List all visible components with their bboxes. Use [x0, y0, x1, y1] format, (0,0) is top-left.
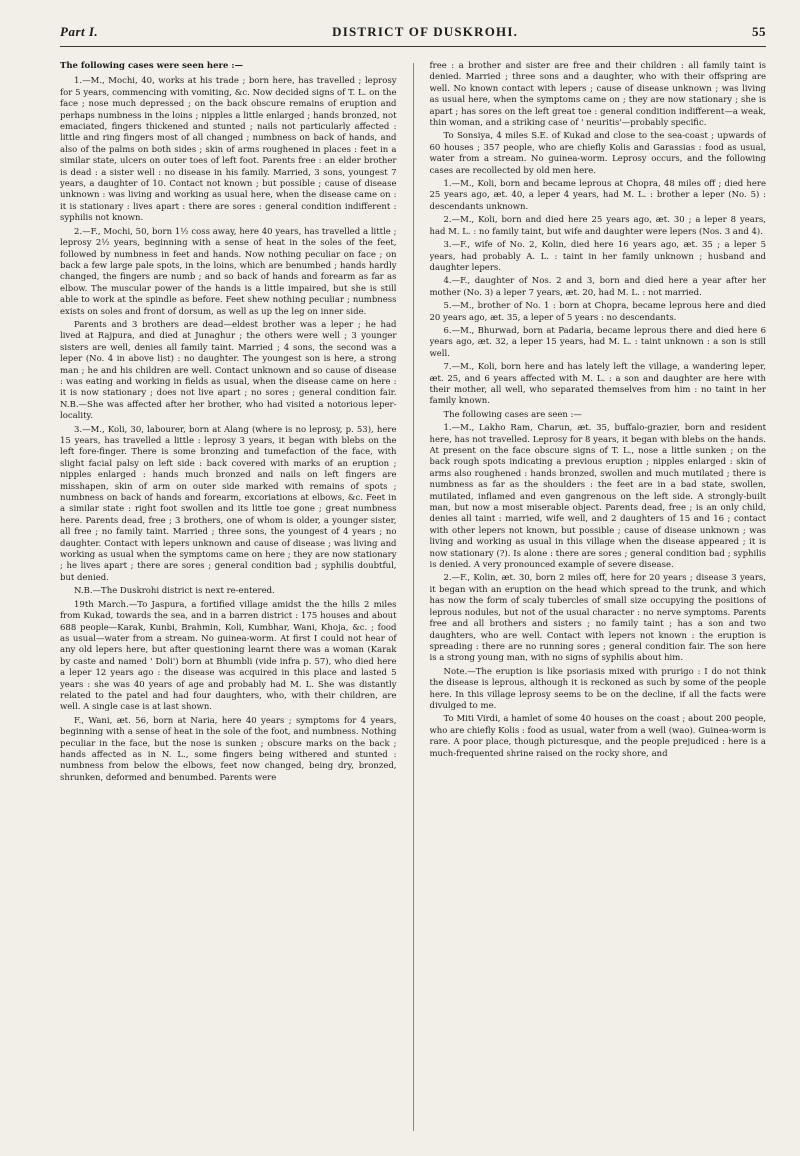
left-column	[60, 61, 397, 1131]
running-header	[60, 24, 766, 47]
paragraph: 6.—M., Bhurwad, born at Padaria, became leprous there and died here 6 years ago, æt. 32, a leper 15 years, had M. L. : taint unknown : a son is still well.	[429, 325, 766, 359]
paragraph: To Sonsiya, 4 miles S.E. of Kukad and close to the sea-coast ; upwards of 60 houses ; 357 people, who are chiefly Kolis and Garassias : food as usual, water from a stream. No guinea-worm. Leprosy occurs, and the following cases are recollected by old men here.	[429, 131, 766, 176]
right-column	[430, 61, 767, 1131]
page-number: 55	[751, 24, 766, 39]
column-divider	[413, 63, 414, 1131]
text-columns	[60, 61, 766, 1131]
paragraph: The following cases are seen :—	[443, 409, 582, 420]
paragraph: N.B.—The Duskrohi district is next re-entered.	[74, 586, 275, 597]
paragraph: 4.—F., daughter of Nos. 2 and 3, born and died here a year after her mother (No. 3) a leper 7 years, æt. 20, had M. L. : not married.	[429, 276, 766, 298]
paragraph: 5.—M., brother of No. 1 : born at Chopra, became leprous here and died 20 years ago, æt. 35, a leper of 5 years : no descendants.	[429, 301, 766, 323]
paragraph: Parents and 3 brothers are dead—eldest brother was a leper ; he had lived at Rajpura, and died at Junaghur ; the others were well ; 3 younger sisters are well, denies all family taint. Married ; 4 sons, the second was a leper (No. 4 in above list) : no daughter. The youngest son is here, a strong man ; he and his children are well. Contact unknown and so cause of disease : was eating and working in fields as usual, when the disease came on here : it is now stationary ; does not live apart ; no sores ; general condition fair. N.B.—She was affected after her brother, who had visited a notorious leper-locality.	[60, 319, 397, 422]
paragraph: 2.—M., Koli, born and died here 25 years ago, æt. 30 ; a leper 8 years, had M. L. : no family taint, but wife and daughter were lepers (Nos. 3 and 4).	[429, 215, 766, 237]
paragraph: The following cases were seen here :—	[60, 61, 243, 71]
page-title: DISTRICT OF DUSKROHI.	[332, 24, 519, 39]
part-label: Part I.	[60, 24, 99, 39]
paragraph: 7.—M., Koli, born here and has lately left the village, a wandering leper, æt. 25, and 6 years affected with M. L. : a son and daughter are here with their mother, all well, who separated themselves from him : no taint in her family known.	[429, 362, 766, 407]
paragraph: Note.—The eruption is like psoriasis mixed with prurigo : I do not think the disease is leprous, although it is reckoned as such by some of the people here. In this village leprosy seems to be on the decline, if all the facts were divulged to me.	[429, 666, 766, 711]
paragraph: F., Wani, æt. 56, born at Naria, here 40 years ; symptoms for 4 years, beginning with a sense of heat in the sole of the foot, and numbness. Nothing peculiar in the face, but the nose is sunken ; obscure marks on the back ; hands affected as in N. L., some fingers being withered and stunted : numbness from below the elbows, feet now changed, being dry, bronzed, shrunken, deformed and benumbed. Parents were	[60, 715, 397, 783]
paragraph: 3.—M., Koli, 30, labourer, born at Alang (where is no leprosy, p. 53), here 15 years, has travelled a little : leprosy 3 years, it began with blebs on the left fore-finger. There is some bronzing and tumefaction of the face, with slight facial palsy on left side : back covered with marks of an eruption ; nipples enlarged : hands much bronzed and nails on left fingers are misshapen, skin of arm on outer side marked with remains of spots ; numbness on back of hands and forearm, excoriations at elbows, &c. Feet in a similar state : right foot swollen and its little toe gone ; great numbness here. Parents dead, free ; 3 brothers, one of whom is older, a younger sister, all free ; no family taint. Married ; three sons, the youngest of 4 years ; no daughter. Contact with lepers unknown and cause of disease ; was living and working as usual when the symptoms came on here ; they are now stationary ; he lives apart ; there are sores ; general condition bad ; syphilis doubtful, but denied.	[60, 424, 397, 583]
paragraph: To Miti Virdi, a hamlet of some 40 houses on the coast ; about 200 people, who are chiefly Kolis : food as usual, water from a well (wao). Guinea-worm is rare. A poor place, though picturesque, and the people prejudiced : here is a much-frequented shrine raised on the rocky shore, and	[429, 714, 766, 759]
paragraph: free : a brother and sister are free and their children : all family taint is denied. Married ; three sons and a daughter, who with their offspring are well. No known contact with lepers ; cause of disease unknown ; was living as usual here, when the symptoms came on ; they are now stationary ; she is apart ; has sores on the left great toe : general condition indifferent—a weak, thin woman, and a striking case of ' neuritis'—probably specific.	[429, 61, 766, 129]
paragraph: 2.—F., Kolin, æt. 30, born 2 miles off, here for 20 years ; disease 3 years, it began with an eruption on the head which spread to the trunk, and which has now the form of scaly tubercles of small size occupying the positions of leprous nodules, but not of the usual character : no nerve symptoms. Parents free and all brothers and sisters ; no family taint ; has a son and two daughters, who are well. Contact with lepers not known : the eruption is spreading : there are no running sores ; general condition fair. The son here is a strong young man, with no signs of syphilis about him.	[429, 573, 766, 664]
paragraph: 1.—M., Mochi, 40, works at his trade ; born here, has travelled ; leprosy for 5 years, commencing with vomiting, &c. Now decided signs of T. L. on the face ; nose much depressed ; on the back obscure remains of eruption and perhaps numbness in the loins ; nipples a little enlarged ; hands bronzed, not emaciated, fingers thickened and stunted ; nails not particularly affected : little and ring fingers most of all changed ; numbness on back of hands, and also of the palms on both sides ; skin of arms roughened in places : feet in a similar state, ulcers on outer toes of left foot. Parents free : an elder brother is dead : a sister well : no disease in his family. Married, 3 sons, youngest 7 years, a daughter of 10. Contact not known ; but possible ; cause of disease unknown : was living and working as usual here, when the disease came on : it is stationary : lives apart : there are sores : general condition indifferent : syphilis not known.	[60, 76, 397, 224]
paragraph: 19th March.—To Jaspura, a fortified village amidst the the hills 2 miles from Kukad, towards the sea, and in a barren district : 175 houses and about 688 people—Karak, Kunbi, Brahmin, Koli, Kumbhar, Wani, Khoja, &c. ; food as usual—water from a stream. No guinea-worm. At first I could not hear of any old lepers here, but after questioning learnt there was a woman (Karak by caste and named ' Doli') born at Bhumbli (vide infra p. 57), who died here a leper 12 years ago : the disease was acquired in this place and lasted 5 years : she was 40 years of age and probably had M. L. She was distantly related to the patel and had four daughters, who, with their children, are well. A single case is at last shown.	[60, 599, 397, 713]
paragraph: 1.—M., Lakho Ram, Charun, æt. 35, buffalo-grazier, born and resident here, has not travelled. Leprosy for 8 years, it began with blebs on the hands. At present on the face obscure signs of T. L., nose a little sunken ; on the back rough spots indicating a previous eruption ; nipples enlarged : skin of arms also roughened : hands bronzed, swollen and much mutilated ; there is numbness as far as the shoulders : the feet are in a bad state, swollen, mutilated, inflamed and even gangrenous on the left side. A strongly-built man, but now a most miserable object. Parents dead, free ; is an only child, denies all taint : married, wife well, and 2 daughters of 15 and 16 ; contact with other lepers not known, but possible ; cause of disease unknown ; was living and working as usual in this village when the disease appeared ; it is now stationary (?). Is alone : there are sores ; general condition bad ; syphilis is denied. A very pronounced example of severe disease.	[429, 423, 766, 571]
paragraph: 1.—M., Koli, born and became leprous at Chopra, 48 miles off ; died here 25 years ago, æt. 40, a leper 4 years, had M. L. : brother a leper (No. 5) : descendants unknown.	[429, 179, 766, 212]
paragraph: 2.—F., Mochi, 50, born 1½ coss away, here 40 years, has travelled a little ; leprosy 2½ years, beginning with a sense of heat in the soles of the feet, followed by numbness in feet and hands. Now nothing peculiar on face ; on back a few large pale spots, in the loins, which are benumbed ; hands hardly changed, the fingers are numb ; and so back of hands and forearm as far as elbow. The muscular power of the hands is a little impaired, but she is still able to work at the spindle as before. Feet shew nothing peculiar ; numbness exists on soles and front of dorsum, as well as up the leg on inner side.	[60, 226, 397, 317]
paragraph: 3.—F., wife of No. 2, Kolin, died here 16 years ago, æt. 35 ; a leper 5 years, had probably A. L. : taint in her family unknown ; husband and daughter lepers.	[429, 240, 766, 273]
